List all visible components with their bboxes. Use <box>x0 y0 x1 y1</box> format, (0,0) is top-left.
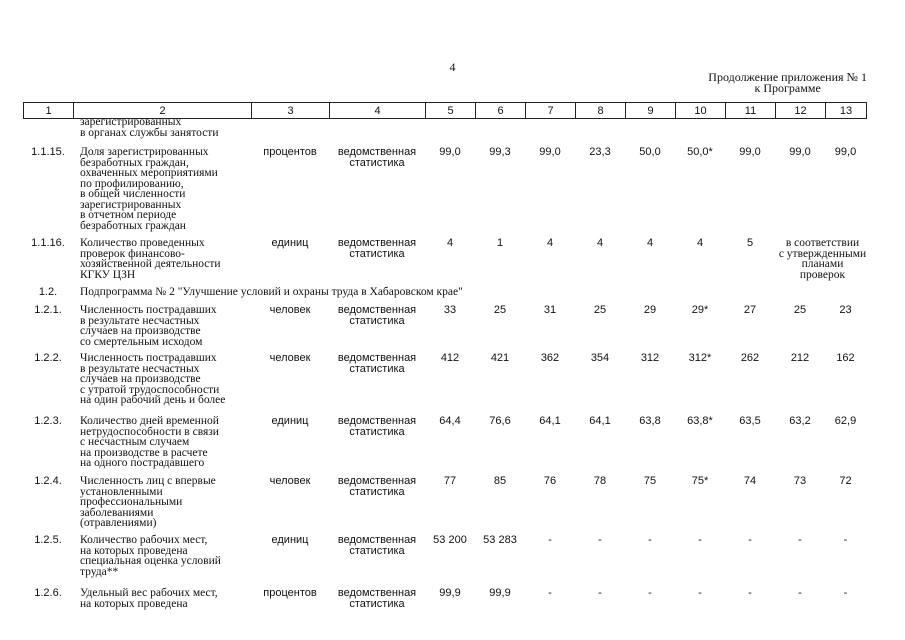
value-cell: - <box>648 534 652 546</box>
column-header: 4 <box>330 103 426 119</box>
value-cell: 25 <box>793 304 807 316</box>
continuation-line-1: Продолжение приложения № 1 <box>708 70 867 84</box>
value-cell: 63,5 <box>739 415 761 427</box>
value-cell: 4 <box>546 237 554 249</box>
value-cell: 99,0 <box>539 146 561 158</box>
row-code: 1.1.15. <box>31 146 65 158</box>
value-cell: - <box>748 534 752 546</box>
value-cell: 50,0* <box>687 146 713 158</box>
indicator-name: Численность лиц с впервые установленными профессиональными заболеваниями (отравлениями) <box>80 475 216 529</box>
value-cell-span: в соответствии с утвержденными планами проверок <box>778 237 867 281</box>
value-cell: 75* <box>691 475 709 487</box>
value-cell: - <box>598 534 602 546</box>
row-code: 1.2.2. <box>34 352 62 364</box>
value-cell: 4 <box>646 237 654 249</box>
indicator-name: Численность пострадавших в результате несчастных случаев на производстве со смертельным исходом <box>80 304 217 348</box>
column-header: 7 <box>526 103 576 119</box>
value-cell: 33 <box>443 304 457 316</box>
column-header: 3 <box>252 103 330 119</box>
value-cell: 4 <box>446 237 454 249</box>
value-cell: 1 <box>496 237 504 249</box>
value-cell: 312 <box>640 352 660 364</box>
column-header: 2 <box>74 103 252 119</box>
value-cell: 64,1 <box>539 415 561 427</box>
value-cell: 99,0 <box>834 146 857 158</box>
value-cell: 63,8* <box>687 415 713 427</box>
value-cell: 27 <box>743 304 757 316</box>
value-cell: - <box>843 587 848 599</box>
value-cell: - <box>748 587 752 599</box>
data-source: ведомственная статистика <box>337 415 417 438</box>
value-cell: 212 <box>790 352 810 364</box>
subprogram-title: Подпрограмма № 2 "Улучшение условий и охраны труда в Хабаровском крае" <box>80 286 463 298</box>
continuation-line-2: к Программе <box>754 81 821 95</box>
indicator-name: Количество проведенных проверок финансово- хозяйственной деятельности КГКУ ЦЗН <box>80 237 221 281</box>
value-cell: 412 <box>440 352 460 364</box>
value-cell: - <box>698 587 702 599</box>
unit-of-measure: единиц <box>271 415 309 427</box>
value-cell: 50,0 <box>639 146 661 158</box>
unit-of-measure: единиц <box>271 534 309 546</box>
value-cell: 99,3 <box>489 146 511 158</box>
value-cell: 362 <box>540 352 560 364</box>
data-source: ведомственная статистика <box>337 146 417 169</box>
value-cell: 29* <box>691 304 709 316</box>
value-cell: 77 <box>443 475 457 487</box>
value-cell: 354 <box>590 352 610 364</box>
value-cell: 64,1 <box>589 415 611 427</box>
value-cell: 76 <box>543 475 557 487</box>
value-cell: 78 <box>593 475 607 487</box>
data-source: ведомственная статистика <box>337 304 417 327</box>
value-cell: 162 <box>836 352 855 364</box>
value-cell: 5 <box>746 237 754 249</box>
value-cell: 4 <box>596 237 604 249</box>
value-cell: - <box>548 534 552 546</box>
column-header: 5 <box>426 103 476 119</box>
value-cell: 262 <box>740 352 760 364</box>
data-source: ведомственная статистика <box>337 475 417 498</box>
value-cell: 63,2 <box>789 415 811 427</box>
value-cell: - <box>798 534 802 546</box>
value-cell: 75 <box>643 475 657 487</box>
page-number: 4 <box>449 60 456 74</box>
value-cell: 76,6 <box>489 415 511 427</box>
value-cell: - <box>798 587 802 599</box>
value-cell: 25 <box>593 304 607 316</box>
unit-of-measure: процентов <box>263 587 317 599</box>
value-cell: - <box>548 587 552 599</box>
row-code: 1.1.16. <box>31 237 65 249</box>
column-header: 6 <box>476 103 526 119</box>
value-cell: 64,4 <box>439 415 461 427</box>
value-cell: - <box>843 534 848 546</box>
row-code: 1.2.5. <box>34 534 62 546</box>
value-cell: 99,9 <box>489 587 511 599</box>
column-header: 1 <box>24 103 74 119</box>
indicator-name: Количество рабочих мест, на которых проведена специальная оценка условий труда** <box>80 534 221 578</box>
value-cell: 23 <box>839 304 852 316</box>
value-cell: - <box>698 534 702 546</box>
unit-of-measure: человек <box>269 475 311 487</box>
column-header: 8 <box>576 103 626 119</box>
value-cell: 23,3 <box>589 146 611 158</box>
value-cell: 72 <box>839 475 852 487</box>
column-header: 9 <box>626 103 676 119</box>
value-cell: 62,9 <box>834 415 857 427</box>
indicator-name: Численность пострадавших в результате несчастных случаев на производстве с утратой трудоспособности на один рабочий день и более <box>80 352 226 406</box>
row-code: 1.2.4. <box>34 475 62 487</box>
column-header: 11 <box>726 103 776 119</box>
value-cell: 99,9 <box>439 587 461 599</box>
column-header: 10 <box>676 103 726 119</box>
value-cell: 99,0 <box>439 146 461 158</box>
value-cell: 421 <box>490 352 510 364</box>
value-cell: 29 <box>643 304 657 316</box>
value-cell: 63,8 <box>639 415 661 427</box>
value-cell: 25 <box>493 304 507 316</box>
continuation-note <box>708 72 867 94</box>
row-code: 1.2. <box>38 286 58 298</box>
row-code: 1.2.6. <box>34 587 62 599</box>
data-source: ведомственная статистика <box>337 352 417 375</box>
unit-of-measure: единиц <box>271 237 309 249</box>
value-cell: - <box>598 587 602 599</box>
column-header: 12 <box>776 103 826 119</box>
value-cell: 73 <box>793 475 807 487</box>
unit-of-measure: процентов <box>263 146 317 158</box>
indicator-name: Удельный вес рабочих мест, на которых проведена <box>80 587 218 610</box>
value-cell: 53 283 <box>483 534 517 546</box>
indicator-name: зарегистрированных в органах службы занятости <box>80 116 219 139</box>
unit-of-measure: человек <box>269 352 311 364</box>
value-cell: - <box>648 587 652 599</box>
value-cell: 85 <box>493 475 507 487</box>
value-cell: 4 <box>696 237 704 249</box>
value-cell: 99,0 <box>789 146 811 158</box>
column-header: 13 <box>826 103 867 119</box>
data-source: ведомственная статистика <box>337 587 417 610</box>
row-code: 1.2.1. <box>34 304 62 316</box>
data-source: ведомственная статистика <box>337 237 417 260</box>
indicator-name: Доля зарегистрированных безработных граждан, охваченных мероприятиями по профилированию, в общей численности зарегистрированных в отчетном периоде безработных граждан <box>80 146 218 232</box>
row-code: 1.2.3. <box>34 415 62 427</box>
value-cell: 74 <box>743 475 757 487</box>
value-cell: 53 200 <box>433 534 467 546</box>
value-cell: 312* <box>688 352 712 364</box>
value-cell: 99,0 <box>739 146 761 158</box>
data-source: ведомственная статистика <box>337 534 417 557</box>
value-cell: 31 <box>543 304 557 316</box>
indicator-name: Количество дней временной нетрудоспособности в связи с несчастным случаем на производстве в расчете на одного пострадавшего <box>80 415 219 469</box>
unit-of-measure: человек <box>269 304 311 316</box>
